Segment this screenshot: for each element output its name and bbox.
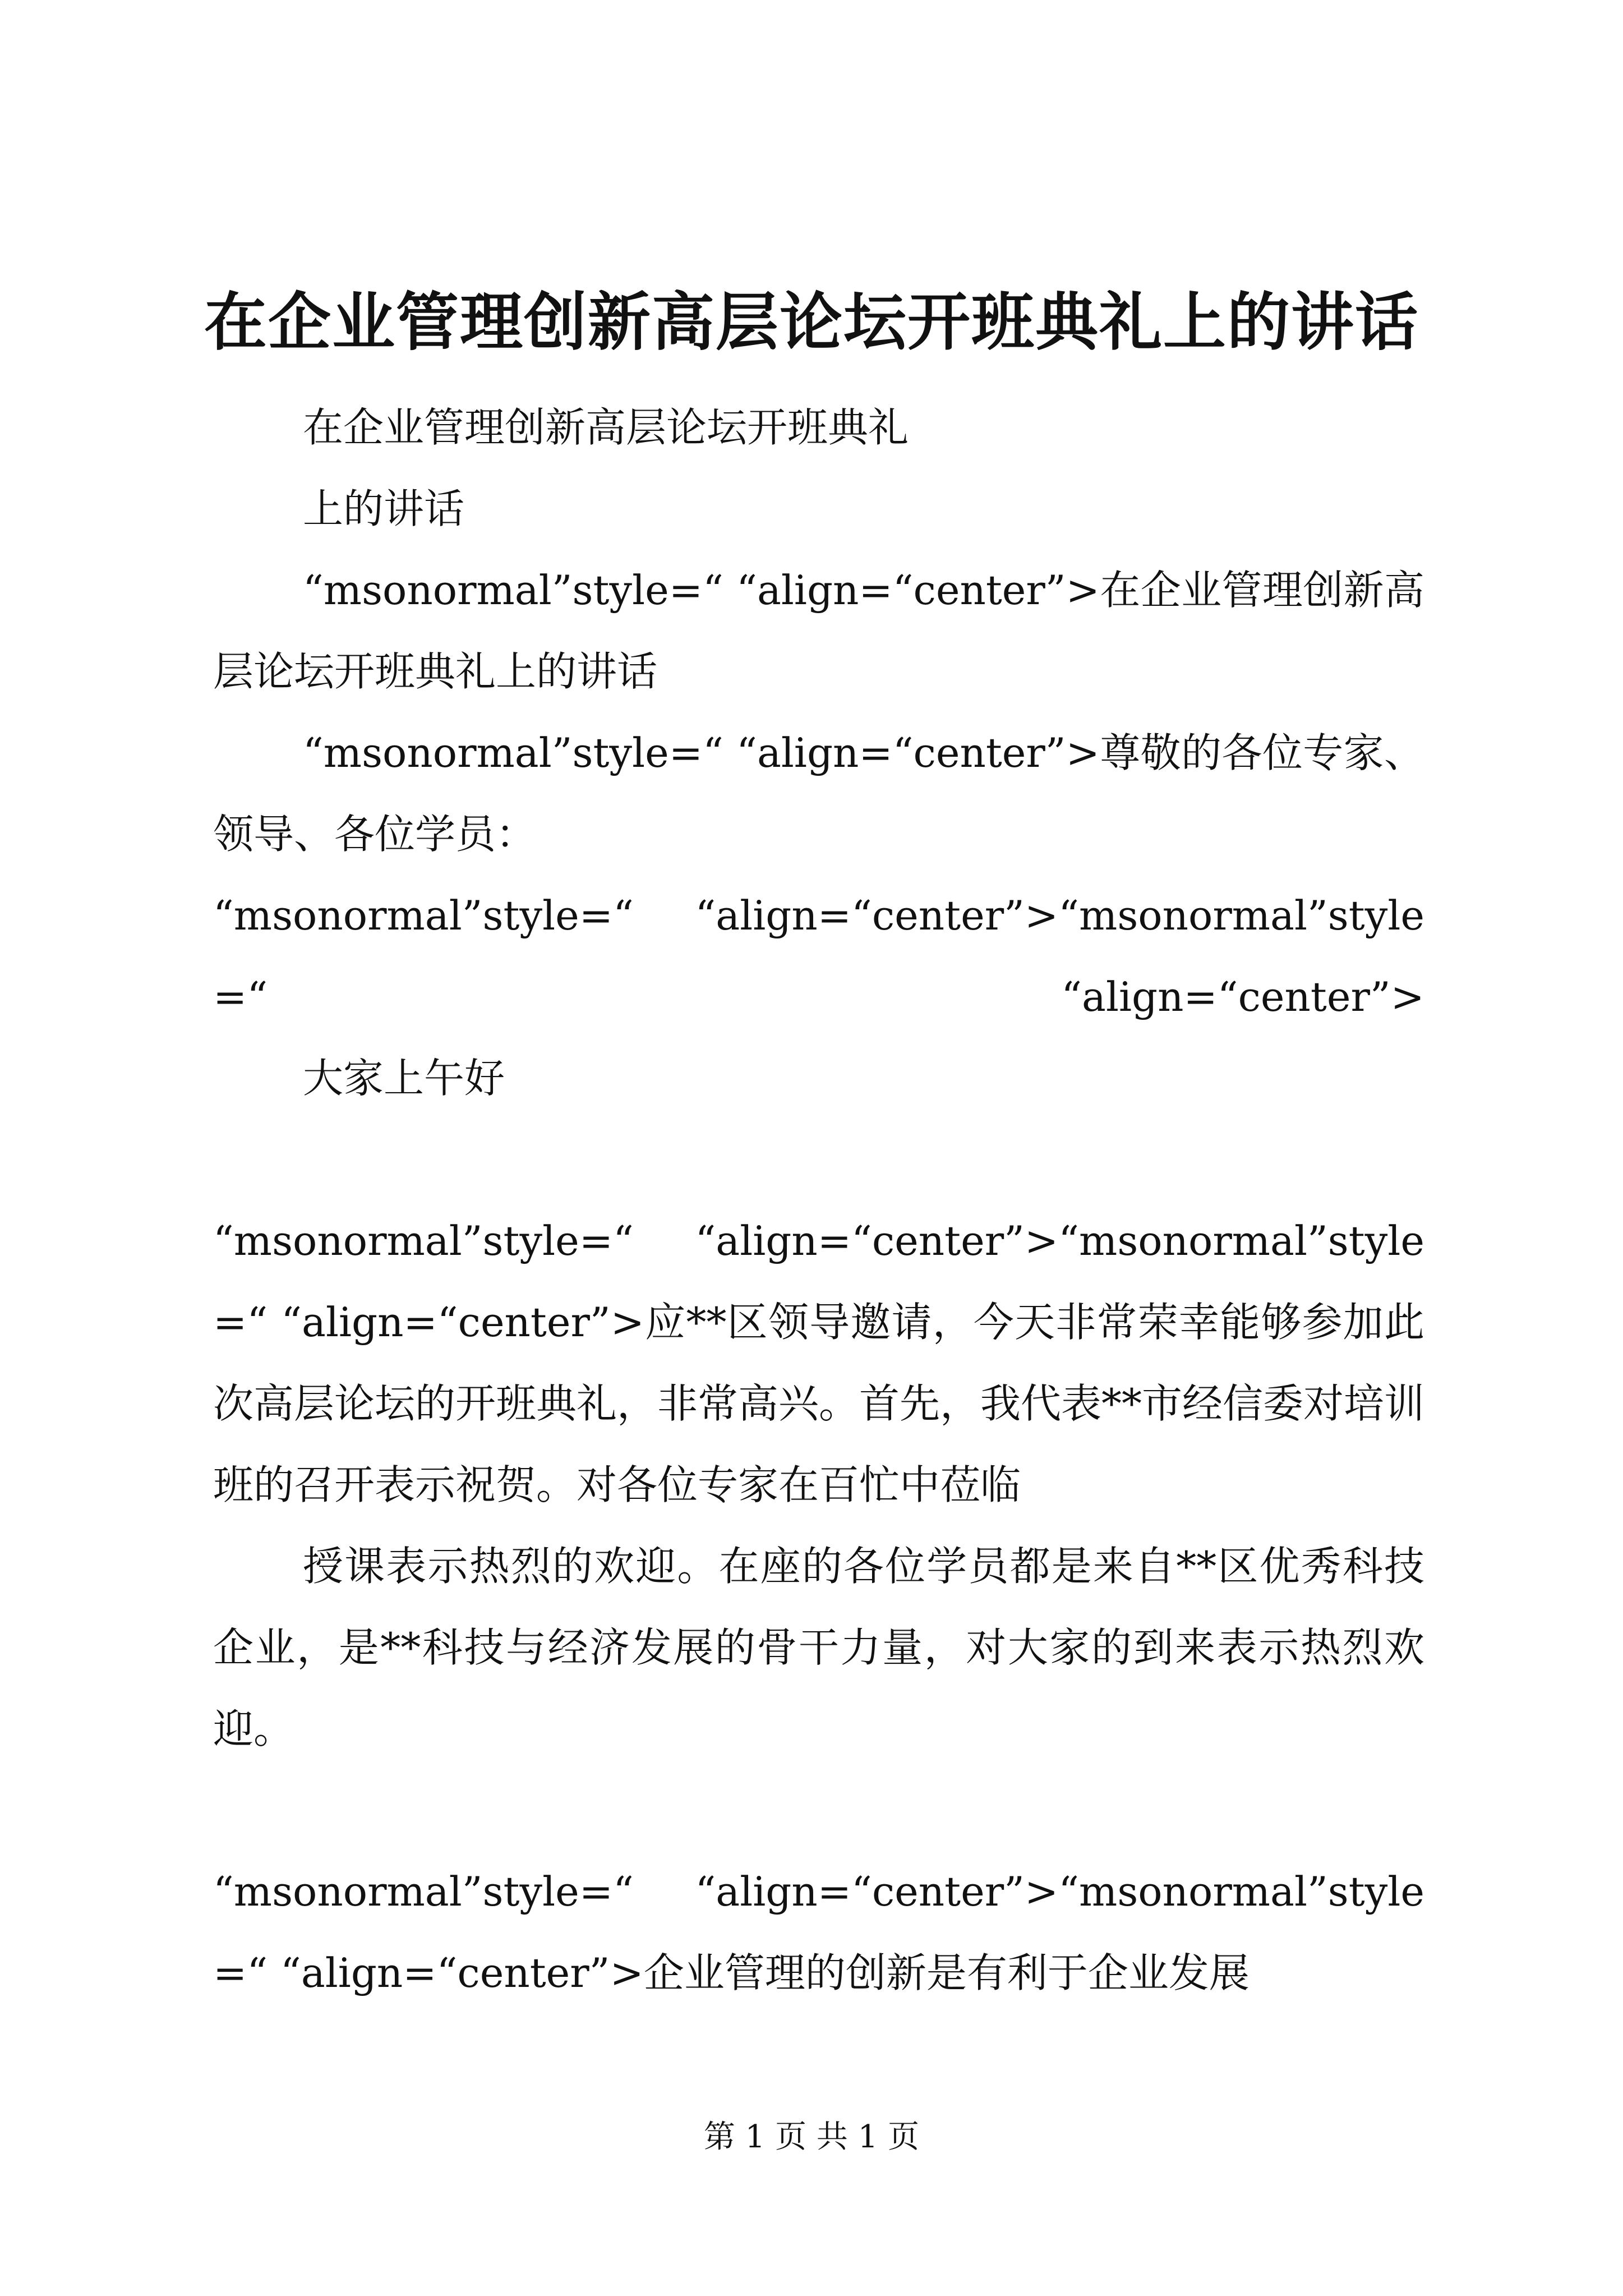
document-body (213, 387, 1424, 2014)
paragraph: “msonormal”style=“ “align=“center”>“msonormal”style=“ “align=“center”> (213, 892, 1424, 1020)
paragraph-spacer (213, 1119, 1424, 1200)
paragraph: 在企业管理创新高层论坛开班典礼 (303, 404, 909, 451)
paragraph: “msonormal”style=“ “align=“center”>在企业管理创新高层论坛开班典礼上的讲话 (213, 567, 1424, 695)
paragraph-spacer (213, 1770, 1424, 1851)
page-footer: 第 1 页 共 1 页 (703, 2119, 920, 2155)
document-title: 在企业管理创新高层论坛开班典礼上的讲话 (204, 286, 1419, 359)
paragraph: “msonormal”style=“ “align=“center”>“msonormal”style=“ “align=“center”>企业管理的创新是有利于企业发展 (213, 1868, 1424, 1996)
paragraph: “msonormal”style=“ “align=“center”>尊敬的各位专家、领导、各位学员： (213, 729, 1424, 858)
paragraph: “msonormal”style=“ “align=“center”>“msonormal”style=“ “align=“center”>应**区领导邀请，今天非常荣幸能够参加此次高层论坛的开班典礼，非常高兴。首先，我代表**市经信委对培训班的召开表示祝贺。对各位专家在百忙中莅临 (213, 1217, 1425, 1508)
paragraph: 上的讲话 (303, 485, 465, 532)
paragraph: 大家上午好 (303, 1055, 505, 1102)
paragraph: 授课表示热烈的欢迎。在座的各位学员都是来自**区优秀科技企业，是**科技与经济发展的骨干力量，对大家的到来表示热烈欢迎。 (213, 1543, 1424, 1752)
